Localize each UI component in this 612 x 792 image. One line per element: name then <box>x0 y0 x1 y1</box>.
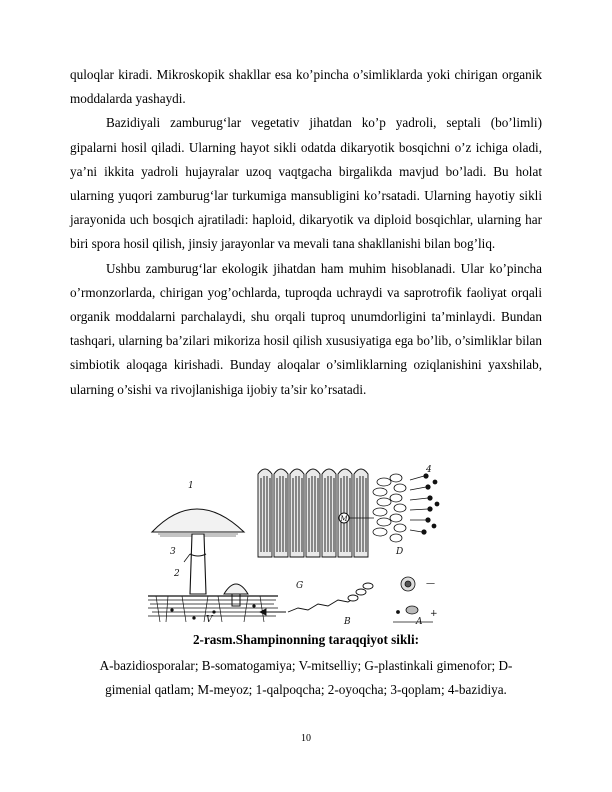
label-a: A <box>416 617 423 625</box>
label-v: V <box>206 615 213 625</box>
figure-caption-title: 2-rasm.Shampinonning taraqqiyot sikli: <box>192 632 420 647</box>
label-1: 1 <box>188 481 194 491</box>
gill-plates <box>258 469 368 557</box>
figure-caption-body: A-bazidiosporalar; B-somatogamiya; V-mitselliy; G-plastinkali gimenofor; D-gimenial qatlam; M-meyoz; 1-qalpoqcha; 2-oyoqcha; 3-qoplam; 4-bazidiya. <box>99 658 513 697</box>
body-text <box>70 63 542 402</box>
label-plus: + <box>430 609 438 619</box>
paragraph-2: Bazidiyali zamburug‘lar vegetativ jihatdan ko’p yadroli, septali (bo’limli) gipalarni hosil qiladi. Ularning hayot sikli odatda dikaryotik bosqichni o’z ichiga oladi, ya’ni ikkita yadroli hujayralar uzoq vaqtgacha birgalikda mavjud bo’ladi. Bu holat ularning yuqori zamburug‘lar turkumiga mansubligini ko’rsatadi. Ularning hayotiy sikli jarayonida uch bosqich ajratiladi: haploid, dikaryotik va diploid bosqichlar, ularning har biri spora hosil qilish, jinsiy jarayonlar va mevali tana shakllanishi bilan bog’liq. <box>70 115 542 252</box>
label-m: M <box>340 515 348 523</box>
page-number: 10 <box>301 733 311 744</box>
cycle-arrow <box>260 609 286 615</box>
hymenial-layer <box>373 474 439 542</box>
mushroom-life-cycle-figure <box>148 462 448 625</box>
label-b: B <box>344 617 351 625</box>
label-4: 4 <box>426 465 432 475</box>
label-minus: — <box>426 579 435 589</box>
paragraph-3: Ushbu zamburug‘lar ekologik jihatdan ham muhim hisoblanadi. Ular ko’pincha o’rmonzorlarda, chirigan yog’ochlarda, tuproqda uchraydi va saprotrofik faoliyat orqali organik moddalarni parchalaydi, shu orqali tuproq unumdorligini ta’minlaydi. Bundan tashqari, ularning ba’zilari mikoriza hosil qilish xususiyatiga ega bo’lib, o’simliklar bilan simbiotik aloqaga kirishadi. Bunday aloqalar o’simliklarning oziqlanishini yaxshilab, ularning o’sishi va rivojlanishiga ijobiy ta’sir ko’rsatadi. <box>70 260 542 397</box>
label-g: G <box>296 581 304 591</box>
mushroom-fruiting-body <box>152 509 244 594</box>
label-d: D <box>396 547 404 557</box>
paragraph-1: quloqlar kiradi. Mikroskopik shakllar esa ko’pincha o’simliklarda yoki chirigan organik moddalarda yashaydi. <box>70 67 542 107</box>
young-mushroom <box>224 584 248 606</box>
label-2: 2 <box>174 569 180 579</box>
label-3: 3 <box>170 547 176 557</box>
mycelium-soil <box>148 596 278 622</box>
